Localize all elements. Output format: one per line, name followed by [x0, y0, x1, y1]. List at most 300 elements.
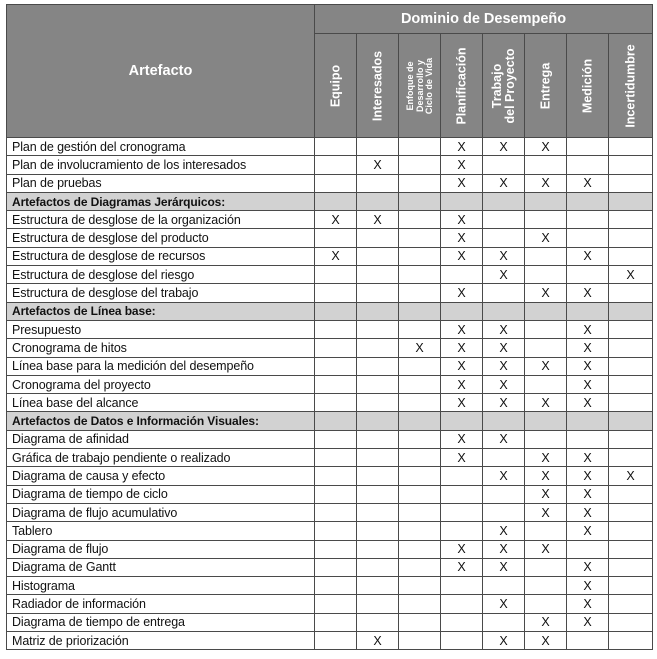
domain-cell: [315, 174, 357, 192]
domain-mark: X: [525, 174, 567, 192]
domain-cell: [525, 247, 567, 265]
domain-cell: [357, 320, 399, 338]
domain-column-label: [581, 58, 594, 112]
artifact-name: Plan de gestión del cronograma: [7, 138, 315, 156]
domain-cell: [567, 211, 609, 229]
domain-cell: [441, 522, 483, 540]
domain-mark: X: [483, 558, 525, 576]
domain-cell: [315, 284, 357, 302]
domain-cell: [357, 430, 399, 448]
domain-cell: [315, 540, 357, 558]
artifact-row: [7, 339, 653, 357]
section-row: [7, 302, 653, 320]
domain-cell: [609, 247, 653, 265]
domain-cell: [357, 485, 399, 503]
domain-cell: [609, 174, 653, 192]
domain-mark: X: [567, 503, 609, 521]
domain-column-label-line: Medición: [580, 58, 594, 113]
section-title: Artefactos de Línea base:: [7, 302, 315, 320]
domain-mark: X: [567, 595, 609, 613]
domain-cell: [483, 229, 525, 247]
domain-mark: X: [483, 357, 525, 375]
domain-cell: [399, 320, 441, 338]
domain-column-label: [329, 64, 342, 106]
artifact-name: Diagrama de flujo: [7, 540, 315, 558]
domain-header: Dominio de Desempeño: [315, 5, 653, 34]
artifact-name: Línea base para la medición del desempeño: [7, 357, 315, 375]
domain-cell: [525, 320, 567, 338]
artifact-row: [7, 394, 653, 412]
domain-cell: [315, 156, 357, 174]
domain-mark: X: [567, 522, 609, 540]
artifact-name: Diagrama de flujo acumulativo: [7, 503, 315, 521]
section-cell: [609, 192, 653, 210]
domain-cell: [357, 595, 399, 613]
domain-cell: [357, 247, 399, 265]
domain-column-header: [483, 34, 525, 138]
domain-cell: [567, 632, 609, 650]
domain-cell: [525, 211, 567, 229]
domain-cell: [525, 577, 567, 595]
domain-cell: [357, 339, 399, 357]
domain-cell: [315, 485, 357, 503]
domain-mark: X: [441, 284, 483, 302]
domain-mark: X: [357, 156, 399, 174]
domain-mark: X: [525, 485, 567, 503]
artifact-name: Línea base del alcance: [7, 394, 315, 412]
domain-cell: [357, 266, 399, 284]
domain-cell: [357, 577, 399, 595]
domain-cell: [525, 156, 567, 174]
domain-cell: [399, 156, 441, 174]
domain-cell: [609, 357, 653, 375]
domain-mark: X: [357, 211, 399, 229]
domain-mark: X: [567, 449, 609, 467]
artifact-name: Estructura de desglose del trabajo: [7, 284, 315, 302]
section-cell: [399, 302, 441, 320]
section-cell: [357, 192, 399, 210]
domain-mark: X: [567, 320, 609, 338]
domain-cell: [609, 375, 653, 393]
domain-mark: X: [525, 229, 567, 247]
domain-mark: X: [483, 540, 525, 558]
domain-cell: [315, 357, 357, 375]
artifact-row: [7, 320, 653, 338]
domain-cell: [525, 266, 567, 284]
artifact-name: Matriz de priorización: [7, 632, 315, 650]
domain-cell: [483, 503, 525, 521]
domain-cell: [483, 284, 525, 302]
domain-cell: [399, 485, 441, 503]
artifact-name: Diagrama de tiempo de ciclo: [7, 485, 315, 503]
domain-mark: X: [525, 613, 567, 631]
domain-mark: X: [483, 467, 525, 485]
artifact-row: [7, 540, 653, 558]
domain-mark: X: [567, 558, 609, 576]
domain-cell: [441, 503, 483, 521]
artifact-name: Estructura de desglose del producto: [7, 229, 315, 247]
domain-mark: X: [525, 138, 567, 156]
domain-cell: [357, 357, 399, 375]
domain-cell: [357, 284, 399, 302]
artifact-row: [7, 211, 653, 229]
artifact-row: [7, 375, 653, 393]
artifact-row: [7, 577, 653, 595]
domain-cell: [357, 375, 399, 393]
domain-mark: X: [483, 394, 525, 412]
domain-mark: X: [483, 375, 525, 393]
domain-cell: [525, 375, 567, 393]
domain-cell: [609, 503, 653, 521]
section-cell: [441, 302, 483, 320]
domain-mark: X: [567, 339, 609, 357]
domain-column-label: [624, 44, 637, 127]
section-cell: [567, 302, 609, 320]
domain-mark: X: [609, 266, 653, 284]
artifact-name: Tablero: [7, 522, 315, 540]
domain-cell: [399, 540, 441, 558]
domain-mark: X: [441, 156, 483, 174]
domain-cell: [315, 394, 357, 412]
domain-column-label-line: Ciclo de Vida: [423, 57, 434, 114]
domain-cell: [609, 522, 653, 540]
artifact-name: Cronograma del proyecto: [7, 375, 315, 393]
domain-artifact-matrix: [6, 4, 653, 650]
domain-cell: [315, 613, 357, 631]
domain-column-label: [405, 57, 434, 113]
section-cell: [609, 412, 653, 430]
domain-column-label: [371, 50, 384, 120]
domain-mark: X: [609, 467, 653, 485]
domain-cell: [609, 558, 653, 576]
domain-cell: [315, 229, 357, 247]
artifact-name: Diagrama de afinidad: [7, 430, 315, 448]
artifact-name: Diagrama de causa y efecto: [7, 467, 315, 485]
domain-cell: [315, 320, 357, 338]
domain-cell: [399, 613, 441, 631]
section-cell: [399, 412, 441, 430]
domain-mark: X: [399, 339, 441, 357]
domain-mark: X: [315, 247, 357, 265]
domain-cell: [483, 577, 525, 595]
artifact-row: [7, 485, 653, 503]
artifact-name: Gráfica de trabajo pendiente o realizado: [7, 449, 315, 467]
domain-mark: X: [441, 540, 483, 558]
domain-column-header: [567, 34, 609, 138]
domain-cell: [525, 522, 567, 540]
domain-cell: [399, 138, 441, 156]
domain-mark: X: [567, 247, 609, 265]
domain-column-header: [525, 34, 567, 138]
domain-mark: X: [441, 339, 483, 357]
domain-mark: X: [483, 266, 525, 284]
domain-cell: [483, 485, 525, 503]
domain-mark: X: [525, 540, 567, 558]
domain-cell: [399, 467, 441, 485]
domain-cell: [399, 211, 441, 229]
domain-cell: [525, 558, 567, 576]
domain-mark: X: [525, 632, 567, 650]
domain-column-header: [315, 34, 357, 138]
artifact-row: [7, 503, 653, 521]
domain-cell: [315, 577, 357, 595]
domain-cell: [399, 449, 441, 467]
domain-cell: [399, 558, 441, 576]
domain-cell: [315, 430, 357, 448]
artifact-name: Presupuesto: [7, 320, 315, 338]
domain-mark: X: [567, 174, 609, 192]
domain-cell: [609, 339, 653, 357]
domain-cell: [399, 430, 441, 448]
domain-mark: X: [567, 577, 609, 595]
domain-column-label: [491, 48, 517, 123]
domain-mark: X: [567, 613, 609, 631]
domain-cell: [357, 467, 399, 485]
domain-cell: [567, 156, 609, 174]
domain-mark: X: [567, 485, 609, 503]
domain-column-label-line: Equipo: [328, 64, 342, 107]
domain-column-header: [441, 34, 483, 138]
domain-column-header: [357, 34, 399, 138]
domain-cell: [399, 229, 441, 247]
domain-mark: X: [483, 247, 525, 265]
section-title: Artefactos de Diagramas Jerárquicos:: [7, 192, 315, 210]
domain-cell: [483, 156, 525, 174]
domain-mark: X: [567, 357, 609, 375]
domain-cell: [609, 613, 653, 631]
domain-mark: X: [483, 632, 525, 650]
artefacto-header: Artefacto: [7, 5, 315, 138]
domain-cell: [609, 156, 653, 174]
domain-cell: [399, 577, 441, 595]
domain-cell: [399, 357, 441, 375]
artifact-row: [7, 522, 653, 540]
artifact-row: [7, 595, 653, 613]
domain-cell: [441, 632, 483, 650]
artifact-name: Radiador de información: [7, 595, 315, 613]
domain-cell: [567, 430, 609, 448]
section-cell: [567, 412, 609, 430]
matrix-body: [7, 138, 653, 650]
artifact-row: [7, 229, 653, 247]
domain-mark: X: [441, 558, 483, 576]
domain-cell: [609, 540, 653, 558]
domain-cell: [399, 522, 441, 540]
domain-cell: [357, 613, 399, 631]
section-cell: [357, 412, 399, 430]
section-cell: [399, 192, 441, 210]
section-cell: [483, 302, 525, 320]
domain-column-label: [455, 47, 468, 124]
domain-cell: [609, 229, 653, 247]
artifact-name: Estructura de desglose del riesgo: [7, 266, 315, 284]
artifact-name: Cronograma de hitos: [7, 339, 315, 357]
section-cell: [609, 302, 653, 320]
domain-cell: [567, 266, 609, 284]
section-cell: [483, 192, 525, 210]
domain-cell: [441, 485, 483, 503]
section-cell: [315, 412, 357, 430]
domain-cell: [483, 613, 525, 631]
domain-cell: [399, 284, 441, 302]
domain-cell: [483, 211, 525, 229]
domain-cell: [399, 503, 441, 521]
domain-cell: [399, 266, 441, 284]
domain-cell: [315, 339, 357, 357]
domain-mark: X: [567, 284, 609, 302]
artifact-name: Histograma: [7, 577, 315, 595]
domain-cell: [441, 577, 483, 595]
domain-cell: [315, 375, 357, 393]
domain-cell: [315, 522, 357, 540]
domain-mark: X: [441, 430, 483, 448]
domain-cell: [315, 266, 357, 284]
domain-mark: X: [567, 375, 609, 393]
artifact-row: [7, 284, 653, 302]
domain-cell: [609, 284, 653, 302]
domain-cell: [357, 394, 399, 412]
domain-cell: [609, 394, 653, 412]
domain-cell: [609, 485, 653, 503]
artifact-row: [7, 138, 653, 156]
section-cell: [525, 192, 567, 210]
domain-mark: X: [441, 138, 483, 156]
artifact-row: [7, 357, 653, 375]
artifact-name: Estructura de desglose de la organización: [7, 211, 315, 229]
domain-column-label-line: Planificación: [454, 46, 468, 125]
domain-mark: X: [441, 357, 483, 375]
domain-cell: [399, 375, 441, 393]
artifact-name: Estructura de desglose de recursos: [7, 247, 315, 265]
domain-cell: [441, 467, 483, 485]
domain-mark: X: [357, 632, 399, 650]
domain-mark: X: [525, 357, 567, 375]
domain-cell: [357, 540, 399, 558]
domain-cell: [315, 595, 357, 613]
domain-mark: X: [441, 449, 483, 467]
domain-cell: [525, 339, 567, 357]
domain-cell: [315, 467, 357, 485]
domain-cell: [357, 558, 399, 576]
domain-cell: [609, 211, 653, 229]
domain-cell: [567, 540, 609, 558]
domain-column-label-line: Desarrollo y: [413, 59, 424, 112]
domain-column-header: [399, 34, 441, 138]
domain-cell: [399, 174, 441, 192]
domain-cell: [315, 558, 357, 576]
artifact-row: [7, 174, 653, 192]
artifact-row: [7, 558, 653, 576]
domain-mark: X: [483, 174, 525, 192]
domain-mark: X: [441, 174, 483, 192]
domain-mark: X: [441, 375, 483, 393]
domain-column-label-line: Interesados: [370, 50, 384, 121]
domain-mark: X: [441, 394, 483, 412]
domain-mark: X: [483, 138, 525, 156]
domain-cell: [483, 449, 525, 467]
domain-cell: [357, 138, 399, 156]
artifact-row: [7, 266, 653, 284]
domain-cell: [441, 613, 483, 631]
domain-cell: [357, 174, 399, 192]
domain-column-label-line: Enfoque de: [404, 61, 415, 111]
domain-mark: X: [525, 449, 567, 467]
artifact-name: Plan de pruebas: [7, 174, 315, 192]
artifact-row: [7, 247, 653, 265]
section-cell: [525, 412, 567, 430]
section-cell: [315, 192, 357, 210]
section-cell: [525, 302, 567, 320]
section-cell: [441, 412, 483, 430]
domain-cell: [399, 394, 441, 412]
domain-cell: [609, 595, 653, 613]
section-row: [7, 192, 653, 210]
domain-mark: X: [441, 229, 483, 247]
domain-mark: X: [441, 320, 483, 338]
domain-column-label-line: del Proyecto: [502, 47, 517, 124]
domain-mark: X: [441, 211, 483, 229]
domain-mark: X: [525, 467, 567, 485]
domain-cell: [609, 430, 653, 448]
artifact-row: [7, 632, 653, 650]
domain-cell: [525, 430, 567, 448]
domain-mark: X: [315, 211, 357, 229]
domain-mark: X: [441, 247, 483, 265]
artifact-name: Plan de involucramiento de los interesados: [7, 156, 315, 174]
artifact-row: [7, 156, 653, 174]
artifact-name: Diagrama de tiempo de entrega: [7, 613, 315, 631]
domain-cell: [567, 229, 609, 247]
domain-cell: [525, 595, 567, 613]
domain-cell: [399, 632, 441, 650]
domain-cell: [609, 632, 653, 650]
domain-mark: X: [483, 320, 525, 338]
section-cell: [357, 302, 399, 320]
domain-cell: [609, 138, 653, 156]
domain-mark: X: [525, 503, 567, 521]
domain-column-label-line: Incertidumbre: [623, 43, 638, 128]
domain-cell: [399, 247, 441, 265]
domain-cell: [357, 449, 399, 467]
domain-mark: X: [483, 430, 525, 448]
domain-mark: X: [483, 339, 525, 357]
domain-column-label: [539, 62, 552, 109]
domain-column-header: [609, 34, 653, 138]
domain-cell: [357, 229, 399, 247]
section-title: Artefactos de Datos e Información Visuales:: [7, 412, 315, 430]
domain-cell: [315, 138, 357, 156]
domain-cell: [567, 138, 609, 156]
domain-cell: [315, 632, 357, 650]
domain-cell: [357, 522, 399, 540]
section-cell: [315, 302, 357, 320]
domain-cell: [609, 449, 653, 467]
domain-cell: [609, 320, 653, 338]
section-cell: [567, 192, 609, 210]
domain-column-label-line: Entrega: [538, 62, 552, 109]
domain-mark: X: [483, 595, 525, 613]
domain-cell: [609, 577, 653, 595]
domain-cell: [441, 266, 483, 284]
section-cell: [441, 192, 483, 210]
domain-mark: X: [525, 284, 567, 302]
domain-cell: [315, 449, 357, 467]
domain-mark: X: [567, 394, 609, 412]
domain-cell: [315, 503, 357, 521]
domain-mark: X: [525, 394, 567, 412]
domain-column-label-line: Trabajo: [489, 63, 504, 108]
domain-cell: [357, 503, 399, 521]
